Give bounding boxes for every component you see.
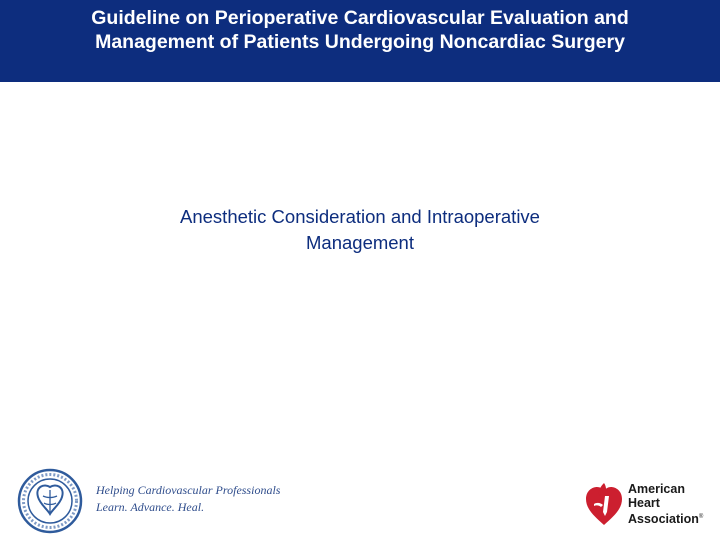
acc-tagline [96, 482, 280, 516]
heart-torch-icon [584, 478, 624, 528]
acc-tagline-line1: Helping Cardiovascular Professionals [96, 483, 281, 497]
aha-name-line3: Association [628, 512, 699, 527]
registered-mark: ® [698, 514, 704, 520]
header-bar [0, 0, 720, 82]
header-title-line2: Management of Patients Undergoing Noncardiac Surgery [95, 31, 625, 53]
aha-name-line1: American [628, 482, 685, 496]
section-title-line1: Anesthetic Consideration and Intraoperative [180, 206, 540, 227]
aha-wordmark [628, 482, 703, 526]
acc-seal-icon [17, 468, 83, 534]
section-title-line2: Management [306, 232, 414, 253]
aha-name-line3-wrap [628, 510, 703, 526]
aha-name-line2: Heart [628, 496, 660, 510]
section-title [60, 204, 660, 256]
acc-tagline-line2: Learn. Advance. Heal. [96, 500, 205, 514]
header-title-line1: Guideline on Perioperative Cardiovascular Evaluation and [91, 7, 629, 29]
